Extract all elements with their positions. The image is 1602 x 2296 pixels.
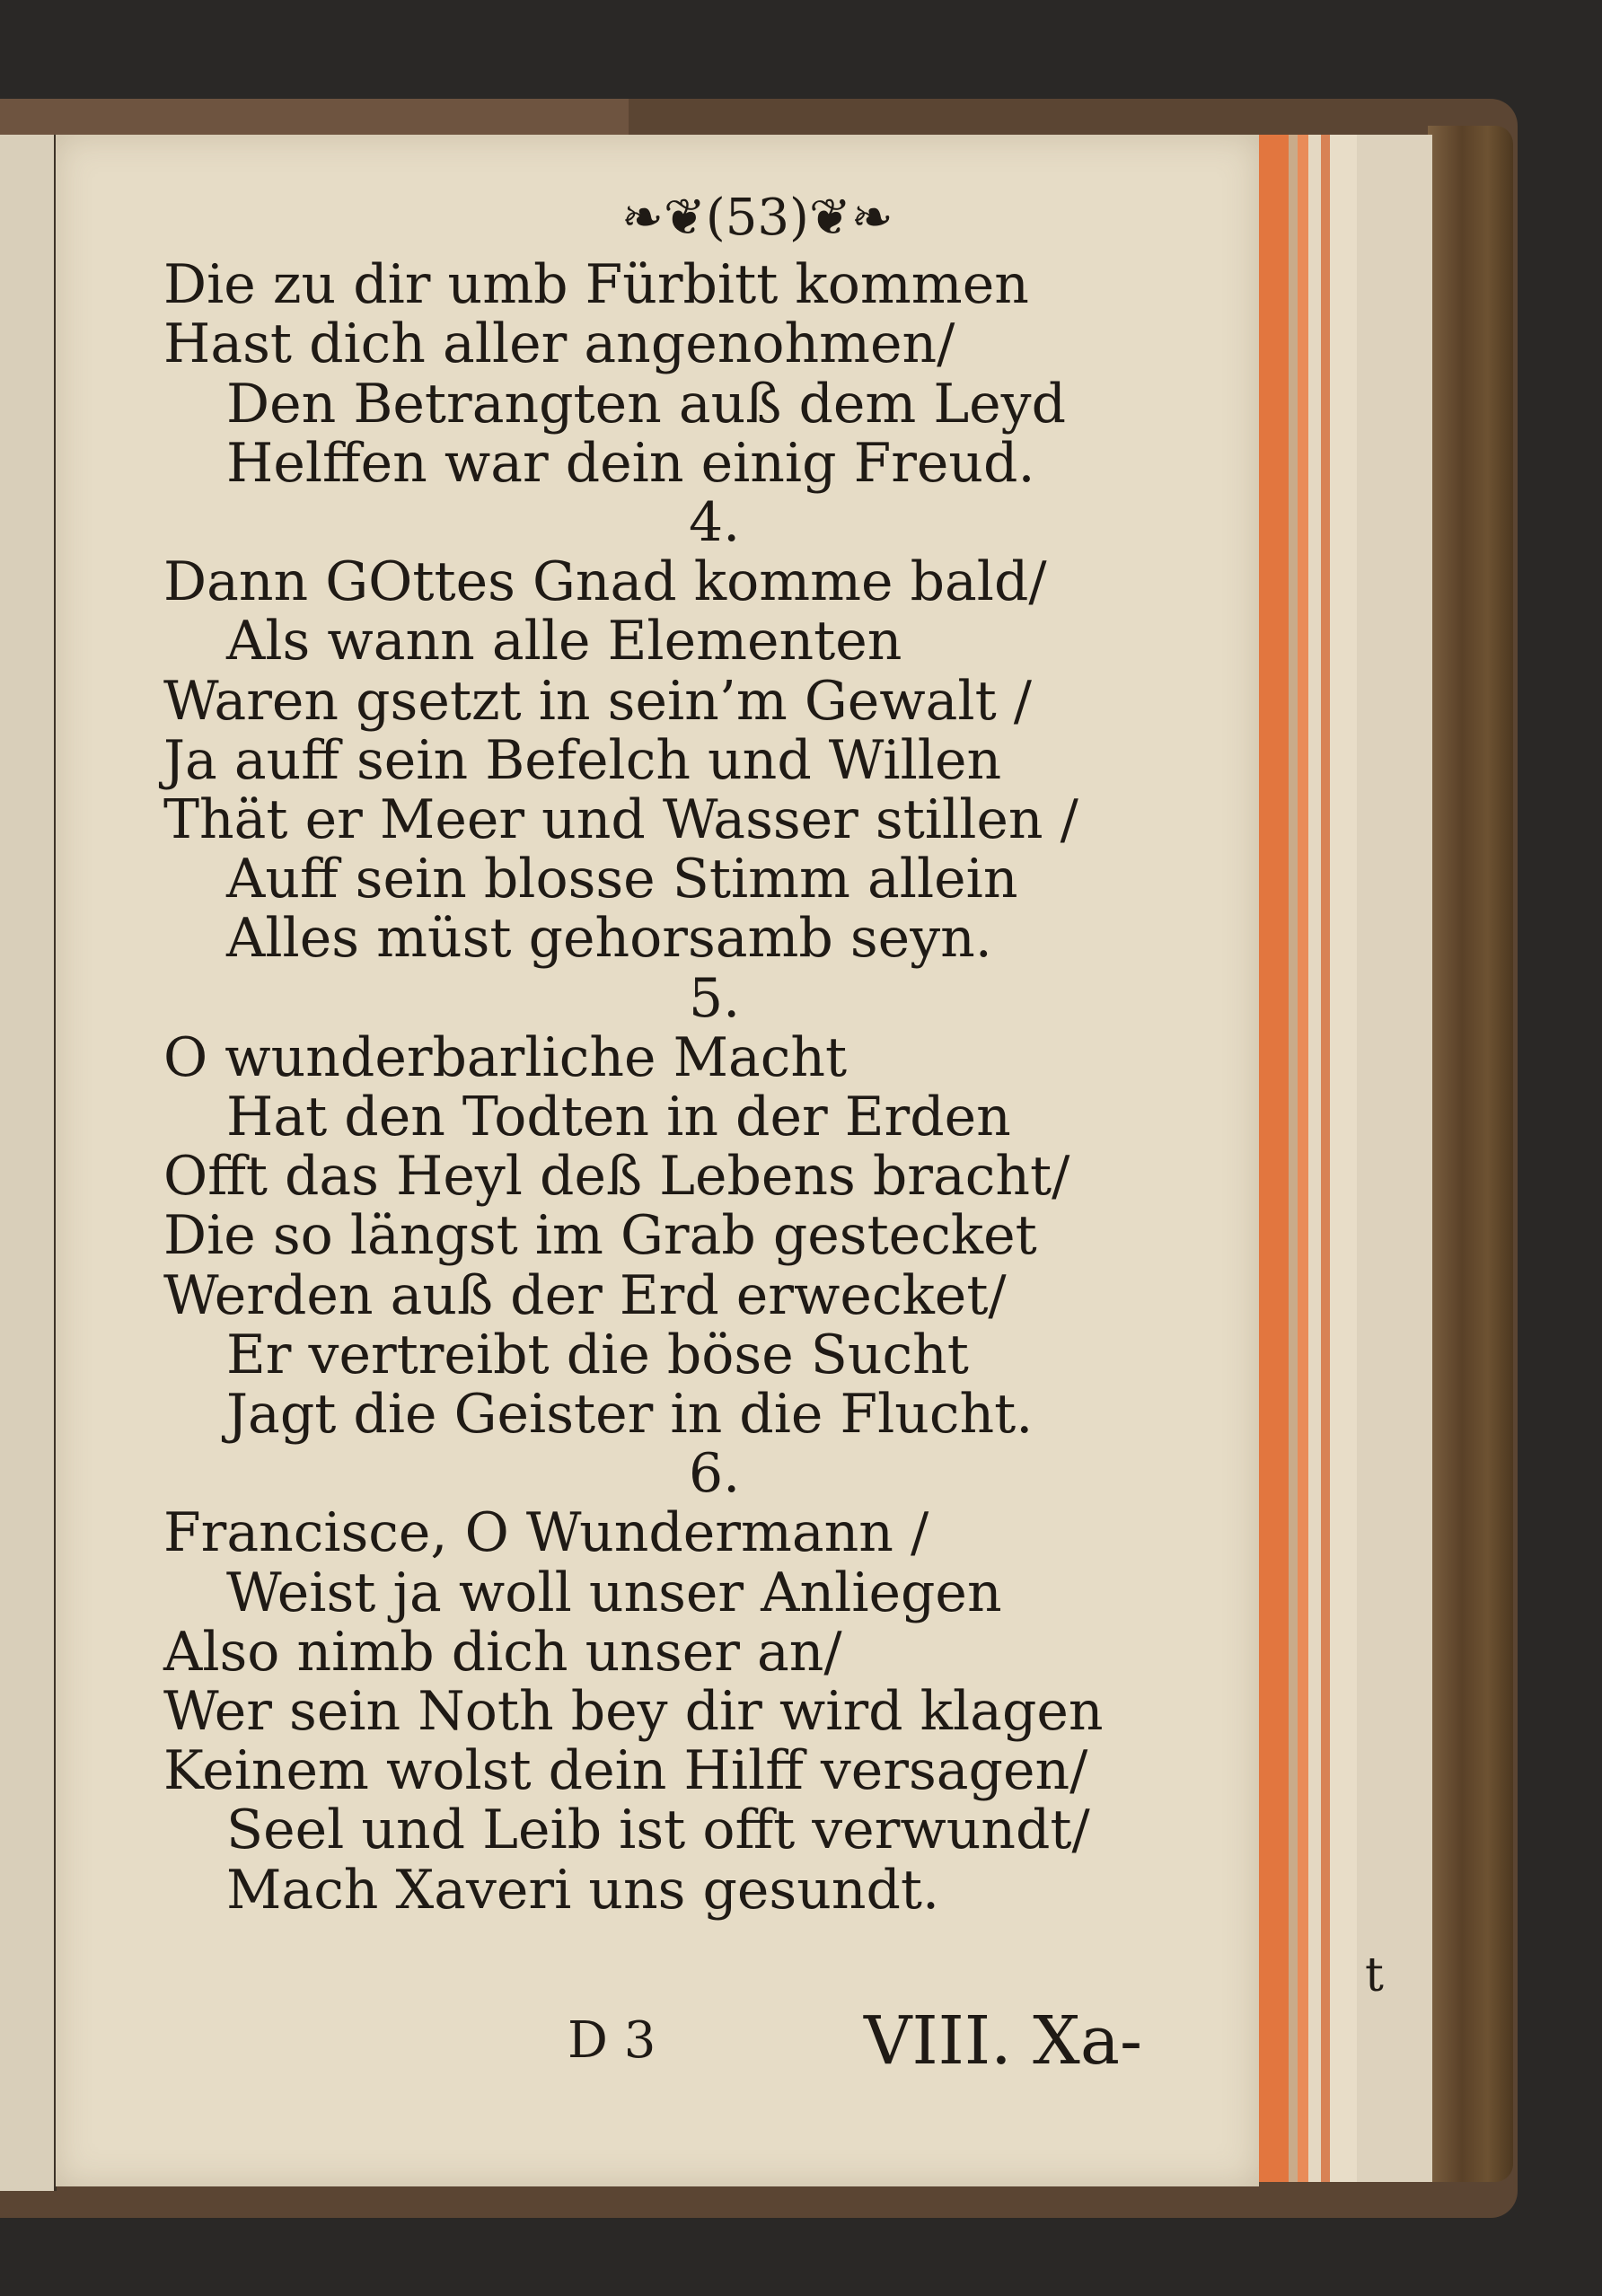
verse-line: Ja auff sein Befelch und Willen <box>163 728 1002 792</box>
verse-line: Als wann alle Elementen <box>226 610 902 673</box>
verse-line: Offt das Heyl deß Lebens bracht/ <box>163 1145 1070 1209</box>
verse-line: Hast dich aller angenohmen/ <box>163 312 955 376</box>
page-header <box>163 189 1223 248</box>
book-cover-right <box>1428 126 1513 2182</box>
verse-line: Den Betrangten auß dem Leyd <box>226 372 1066 435</box>
verse-line: Mach Xaveri uns gesundt. <box>226 1858 940 1922</box>
verse-line: Werden auß der Erd erwecket/ <box>163 1263 1007 1327</box>
verse-line: Die so längst im Grab gestecket <box>163 1204 1037 1268</box>
stanza-number: 6. <box>689 1442 741 1506</box>
verse-line: Hat den Todten in der Erden <box>226 1086 1011 1149</box>
verse-line: Er vertreibt die böse Sucht <box>226 1323 969 1386</box>
page-edges <box>1253 135 1432 2182</box>
book-page <box>56 135 1259 2186</box>
verse-line: Auff sein blosse Stimm allein <box>226 848 1018 911</box>
verse-line: Dann GOttes Gnad komme bald/ <box>163 550 1047 614</box>
ornament-right-icon: )❦❧ <box>788 189 893 247</box>
signature-mark: D 3 <box>568 2011 656 2070</box>
verse-line: Jagt die Geister in die Flucht. <box>226 1383 1034 1447</box>
catchword: VIII. Xa- <box>864 2002 1142 2080</box>
verse-line: Seel und Leib ist offt verwundt/ <box>226 1799 1090 1862</box>
verse-line: Weist ja woll unser Anliegen <box>226 1561 1002 1624</box>
stanza-number: 5. <box>689 966 741 1030</box>
verse-line: Also nimb dich unser an/ <box>163 1620 842 1684</box>
stanza-number: 4. <box>689 491 741 555</box>
left-page-edge <box>0 135 57 2191</box>
verse-line: Alles müst gehorsamb seyn. <box>226 907 992 971</box>
verse-line: Francisce, O Wundermann / <box>163 1501 929 1565</box>
verse-line: Wer sein Noth bey dir wird klagen <box>163 1680 1104 1744</box>
verse-line: Keinem wolst dein Hilff versagen/ <box>163 1739 1088 1803</box>
spine-top <box>0 99 629 139</box>
page-text <box>163 189 1223 1920</box>
verse-line: Die zu dir umb Fürbitt kommen <box>163 253 1029 317</box>
verse-line: O wunderbarliche Macht <box>163 1025 848 1089</box>
verse-line: Helffen war dein einig Freud. <box>226 431 1035 495</box>
page-number: 53 <box>725 189 789 247</box>
ornament-left-icon: ❧❦( <box>621 189 726 247</box>
verse-line: Waren gsetzt in sein’m Gewalt / <box>163 669 1032 733</box>
stray-letter: t <box>1365 1949 1384 2002</box>
verse-line: Thät er Meer und Wasser stillen / <box>163 788 1078 852</box>
